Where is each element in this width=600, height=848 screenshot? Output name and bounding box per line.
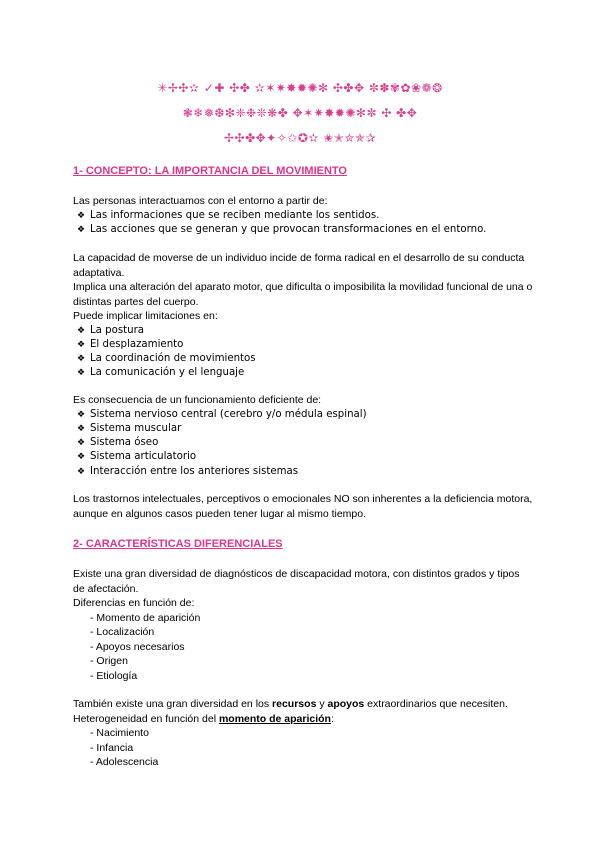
diamond-bullet-icon: ❖ (77, 339, 86, 350)
moment-list (73, 726, 533, 770)
paragraph: También existe una gran diversidad en los recursos y apoyos extraordinarios que necesiten. (73, 698, 508, 710)
section-2-heading: 2- CARACTERÍSTICAS DIFERENCIALES (73, 538, 283, 550)
list-item: - Origen (90, 655, 128, 667)
list-item: ❖ Las informaciones que se reciben mediante los sentidos. (73, 209, 533, 223)
title-line-3: ✢✣✤✥✦✧✩✪✫ ✬✭✮✯✰ (223, 131, 377, 145)
list-item: - Momento de aparición (90, 611, 201, 624)
list-item: - Apoyos necesarios (90, 640, 185, 653)
diamond-bullet-icon: ❖ (77, 354, 86, 365)
list-item: ❖ La comunicación y el lenguaje (73, 366, 533, 380)
section-1-body (73, 251, 533, 381)
keyword-recursos: recursos (272, 698, 317, 710)
paragraph: Existe una gran diversidad de diagnósticos de discapacidad motora, con distintos grados y tipos de afectación. (73, 568, 520, 595)
diamond-bullet-icon: ❖ (77, 438, 86, 449)
section-2-body (73, 567, 533, 683)
paragraph: Heterogeneidad en función del momento de aparición: (73, 712, 334, 725)
section-1-deficits (73, 393, 533, 479)
diamond-bullet-icon: ❖ (77, 409, 86, 420)
list-item: - Infancia (90, 741, 134, 754)
list-item: ❖ Interacción entre los anteriores sistemas (73, 465, 533, 479)
section-2-resources (73, 697, 533, 770)
paragraph: Diferencias en función de: (73, 597, 195, 609)
diamond-bullet-icon: ❖ (77, 210, 86, 221)
intro-bullet-list (73, 209, 533, 238)
paragraph: Los trastornos intelectuales, perceptivos o emocionales NO son inherentes a la deficiencia motora, aunque en algunos casos pueden tener lugar al mismo tiempo. (73, 493, 533, 520)
paragraph: La capacidad de moverse de un individuo incide de forma radical en el desarrollo de su conducta adaptativa. (73, 252, 525, 279)
keyword-momento-aparicion: momento de aparición (218, 712, 331, 725)
list-item: ❖ La coordinación de movimientos (73, 352, 533, 366)
list-item: ❖ Sistema articulatorio (73, 450, 533, 464)
list-item: - Adolescencia (90, 756, 159, 768)
list-item: - Nacimiento (90, 727, 149, 739)
list-item: ❖ Las acciones que se generan y que provocan transformaciones en el entorno. (73, 223, 533, 237)
diamond-bullet-icon: ❖ (77, 466, 86, 477)
limitations-bullet-list (73, 324, 533, 381)
list-item: ❖ El desplazamiento (73, 338, 533, 352)
list-item: - Localización (90, 626, 155, 638)
intro-text: Las personas interactuamos con el entorno a partir de: (73, 195, 328, 207)
list-item: ❖ Sistema muscular (73, 422, 533, 436)
list-item: ❖ Sistema nervioso central (cerebro y/o médula espinal) (73, 408, 533, 422)
section-1-closing (73, 492, 533, 521)
keyword-apoyos: apoyos (327, 698, 365, 710)
deficit-bullet-list (73, 408, 533, 479)
section-1-intro (73, 194, 533, 237)
diamond-bullet-icon: ❖ (77, 452, 86, 463)
list-item: ❖ Sistema óseo (73, 436, 533, 450)
diamond-bullet-icon: ❖ (77, 368, 86, 379)
diamond-bullet-icon: ❖ (77, 325, 86, 336)
diamond-bullet-icon: ❖ (77, 224, 86, 235)
paragraph: Es consecuencia de un funcionamiento deficiente de: (73, 394, 322, 406)
paragraph: Implica una alteración del aparato motor, que dificulta o imposibilita la movilidad funcional de una o distintas partes del cuerpo. (73, 281, 533, 308)
section-1-heading: 1- CONCEPTO: LA IMPORTANCIA DEL MOVIMIENTO (73, 165, 347, 177)
list-item: ❖ La postura (73, 324, 533, 338)
document-title (0, 76, 600, 151)
title-line-2: ❃❄❅❆❇❈❉❊❋✤ ✥✶✷✸✹✺✻✼ ✣ ✤✥ (182, 106, 418, 120)
title-line-1: ✳✢✣✫ ✓✚ ✣✤ ✫✶✷✸✹✺✻ ✣✤✥ ✼✽✾✿❀❁❂ (157, 81, 443, 95)
differences-list (73, 611, 533, 684)
diamond-bullet-icon: ❖ (77, 423, 86, 434)
list-item: - Etiología (90, 669, 138, 682)
paragraph: Puede implicar limitaciones en: (73, 310, 218, 322)
